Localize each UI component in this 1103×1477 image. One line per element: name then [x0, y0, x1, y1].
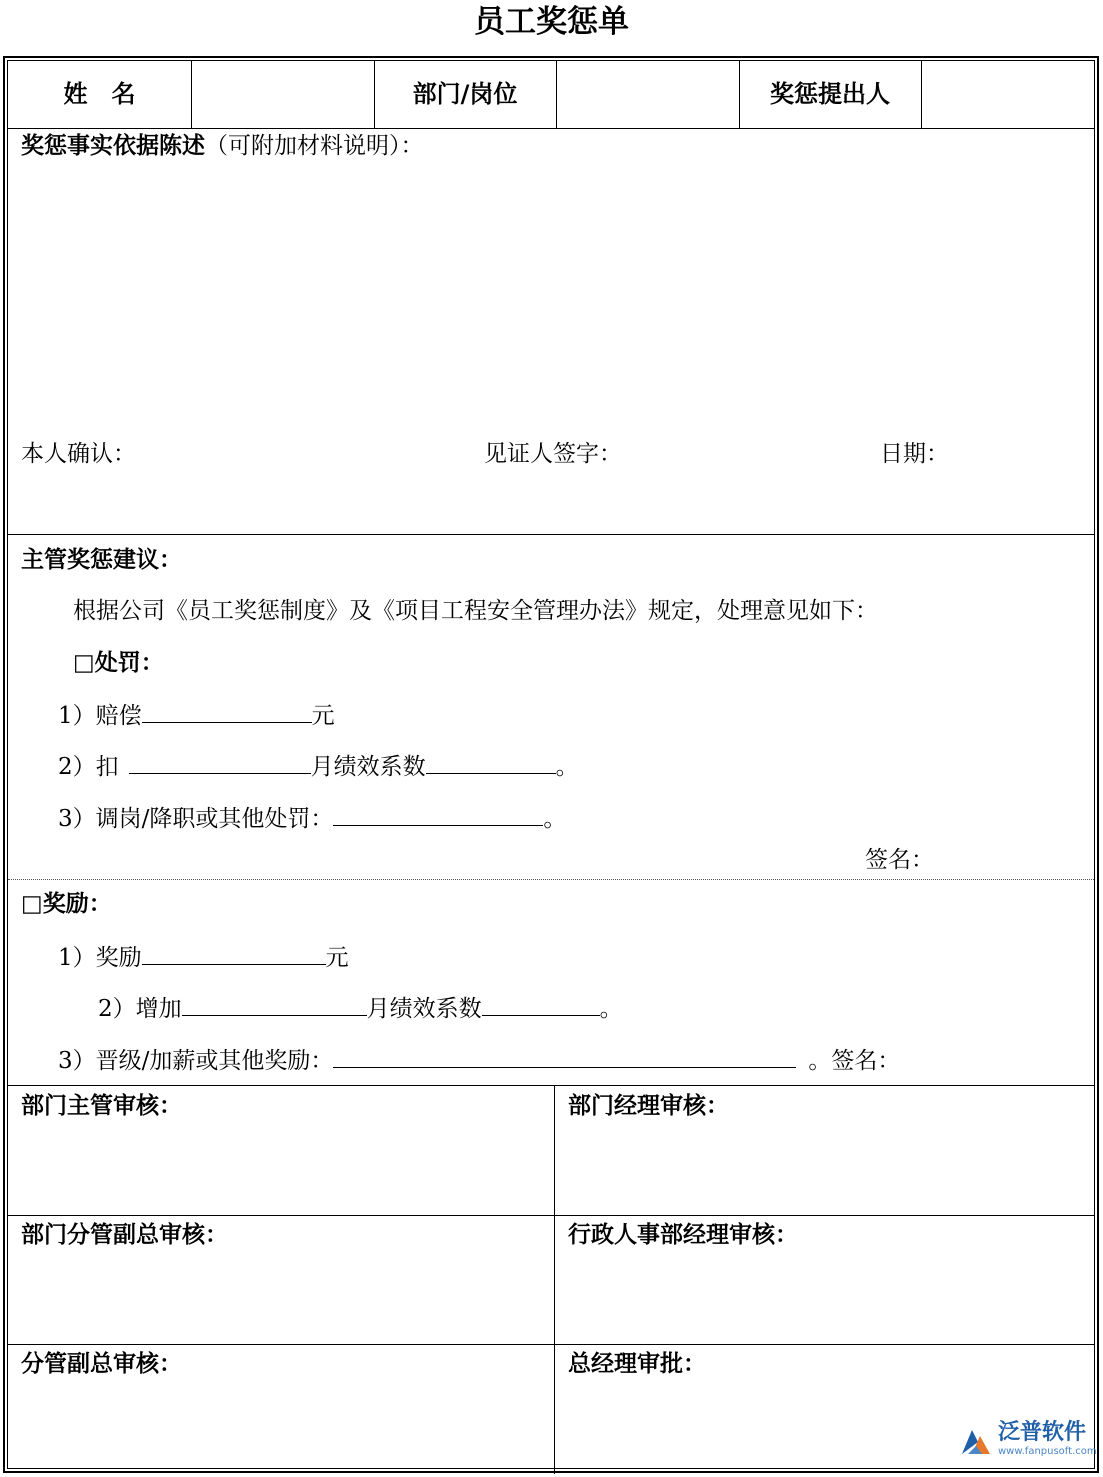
name-label: 姓 名: [63, 80, 136, 108]
vp-review: 分管副总审核：: [21, 1351, 182, 1377]
increase-month-blank[interactable]: [182, 993, 367, 1016]
other-punishment-blank[interactable]: [333, 803, 543, 826]
other-reward-blank[interactable]: [333, 1045, 796, 1068]
increase-coefficient-blank[interactable]: [482, 993, 600, 1016]
increase-label: 2）增加: [98, 996, 182, 1022]
facts-label-bold: 奖惩事实依据陈述: [21, 133, 205, 159]
gm-approval: 总经理审批：: [568, 1351, 706, 1377]
witness-sign-label: 见证人签字：: [484, 441, 622, 467]
dept-position-field[interactable]: [557, 61, 739, 128]
punish-compensation-line: [58, 700, 335, 731]
bonus-blank[interactable]: [142, 942, 326, 965]
performance-coefficient-label: 月绩效系数: [366, 996, 482, 1022]
deduct-label: 2）扣: [58, 754, 119, 780]
punish-other-line: [58, 803, 566, 834]
supervisor-suggestion-label: 主管奖惩建议：: [21, 547, 182, 573]
yuan-label: 元: [325, 945, 349, 971]
dept-manager-review: 部门经理审核：: [568, 1093, 729, 1119]
self-confirm-label: 本人确认：: [21, 441, 136, 467]
compensation-label: 1）赔偿: [58, 703, 142, 729]
reward-other-line: [58, 1045, 900, 1076]
fanpusoft-logo: [958, 1420, 1097, 1464]
deduct-coefficient-blank[interactable]: [426, 751, 556, 774]
logo-url: www.fanpusoft.com: [998, 1446, 1097, 1457]
proposer-field[interactable]: [922, 61, 1096, 128]
dotted-divider: [8, 879, 1094, 880]
divider: [8, 1085, 1094, 1086]
divider: [8, 1215, 1094, 1216]
facts-label: [21, 131, 424, 161]
reward-increase-line: [98, 993, 623, 1024]
reward-sign-label: 。签名：: [808, 1048, 901, 1074]
date-label: 日期：: [880, 441, 949, 467]
dept-vp-review: 部门分管副总审核：: [21, 1222, 228, 1248]
divider: [8, 128, 1094, 129]
divider: [554, 1085, 555, 1474]
form-table: [7, 60, 1095, 1469]
compensation-blank[interactable]: [142, 700, 312, 723]
logo-brand: 泛普软件: [998, 1420, 1087, 1445]
dept-supervisor-review: 部门主管审核：: [21, 1093, 182, 1119]
dept-position-label: 部门/岗位: [412, 80, 518, 108]
bonus-label: 1）奖励: [58, 945, 142, 971]
divider: [8, 1344, 1094, 1345]
proposer-label: 奖惩提出人: [770, 80, 890, 108]
punish-sign-label: 签名：: [865, 847, 934, 873]
punish-deduct-line: [58, 751, 579, 782]
punishment-checkbox[interactable]: □处罚：: [73, 650, 164, 676]
period: 。: [543, 806, 567, 832]
form-title: 员工奖惩单: [474, 4, 629, 40]
reward-checkbox[interactable]: □奖励：: [21, 891, 112, 917]
logo-icon: [958, 1424, 994, 1460]
reward-bonus-line: [58, 942, 349, 973]
name-field[interactable]: [192, 61, 374, 128]
period: 。: [555, 754, 579, 780]
divider: [8, 534, 1094, 535]
performance-coefficient-label: 月绩效系数: [310, 754, 426, 780]
deduct-month-blank[interactable]: [129, 751, 311, 774]
promotion-raise-label: 3）晋级/加薪或其他奖励：: [58, 1048, 334, 1074]
period: 。: [599, 996, 623, 1022]
yuan-label: 元: [311, 703, 335, 729]
transfer-demote-label: 3）调岗/降职或其他处罚：: [58, 806, 334, 832]
facts-label-note: （可附加材料说明）：: [205, 133, 424, 159]
form-frame: [3, 56, 1099, 1473]
hr-manager-review: 行政人事部经理审核：: [568, 1222, 798, 1248]
regulation-basis: 根据公司《员工奖惩制度》及《项目工程安全管理办法》规定，处理意见如下：: [73, 598, 878, 624]
